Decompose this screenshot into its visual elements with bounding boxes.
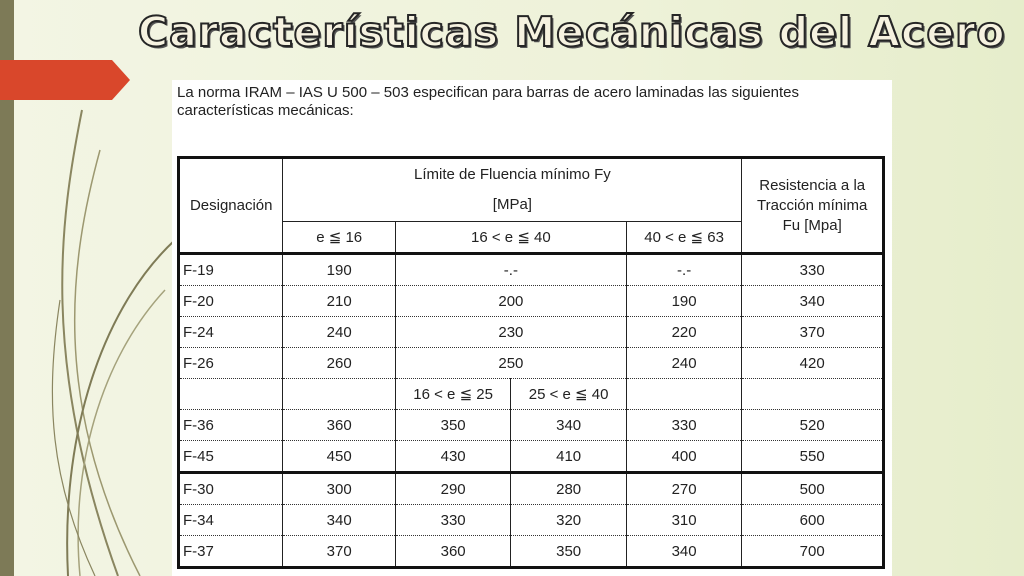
- value-cell: 500: [742, 473, 884, 505]
- slide-title: Características Mecánicas del Acero: [138, 8, 1006, 56]
- subheader-e16: e ≦ 16: [283, 222, 395, 254]
- subheader-16-40: 16 < e ≦ 40: [395, 222, 626, 254]
- value-cell: 330: [395, 505, 510, 536]
- table-row: [179, 536, 884, 568]
- subheader-16-25: 16 < e ≦ 25: [395, 379, 510, 410]
- empty-cell: [742, 379, 884, 410]
- value-cell: 260: [283, 348, 395, 379]
- empty-cell: [626, 379, 741, 410]
- intro-paragraph: La norma IRAM – IAS U 500 – 503 especifican para barras de acero laminadas las siguientes características mecánicas:: [177, 84, 800, 119]
- arrow-shape-icon: [0, 60, 130, 100]
- empty-cell: [179, 379, 283, 410]
- value-cell: 320: [511, 505, 626, 536]
- value-cell: 340: [283, 505, 395, 536]
- value-cell: -.-: [626, 254, 741, 286]
- value-cell: 350: [395, 410, 510, 441]
- table-row: [179, 286, 884, 317]
- designation-cell: F-30: [179, 473, 283, 505]
- table-row: [179, 317, 884, 348]
- header-fluencia-unit: [MPa]: [492, 196, 532, 213]
- table-row: [179, 441, 884, 473]
- header-fluencia-title: Límite de Fluencia mínimo Fy: [414, 166, 611, 183]
- value-cell: 280: [511, 473, 626, 505]
- subheader-25-40: 25 < e ≦ 40: [511, 379, 626, 410]
- designation-cell: F-24: [179, 317, 283, 348]
- value-cell: 520: [742, 410, 884, 441]
- value-cell: 220: [626, 317, 741, 348]
- designation-cell: F-20: [179, 286, 283, 317]
- value-cell: 370: [283, 536, 395, 568]
- value-cell: 360: [283, 410, 395, 441]
- value-cell: 600: [742, 505, 884, 536]
- value-cell: 340: [511, 410, 626, 441]
- designation-cell: F-26: [179, 348, 283, 379]
- value-cell: 360: [395, 536, 510, 568]
- value-cell: 310: [626, 505, 741, 536]
- table-row: [179, 254, 884, 286]
- value-cell: 340: [626, 536, 741, 568]
- value-cell: 410: [511, 441, 626, 473]
- steel-properties-table: [177, 156, 885, 569]
- empty-cell: [283, 379, 395, 410]
- value-cell: 240: [626, 348, 741, 379]
- subheader-40-63: 40 < e ≦ 63: [626, 222, 741, 254]
- table-row: [179, 348, 884, 379]
- designation-cell: F-37: [179, 536, 283, 568]
- header-resistencia: Resistencia a la Tracción mínima Fu [Mpa]: [742, 158, 884, 254]
- header-designation: Designación: [179, 158, 283, 254]
- designation-cell: F-36: [179, 410, 283, 441]
- document-panel: [172, 80, 892, 576]
- value-cell: 340: [742, 286, 884, 317]
- value-cell: 230: [395, 317, 626, 348]
- value-cell: 700: [742, 536, 884, 568]
- value-cell: 290: [395, 473, 510, 505]
- value-cell: 400: [626, 441, 741, 473]
- value-cell: 190: [626, 286, 741, 317]
- value-cell: 330: [626, 410, 741, 441]
- value-cell: 210: [283, 286, 395, 317]
- value-cell: 370: [742, 317, 884, 348]
- table-row: [179, 410, 884, 441]
- value-cell: 200: [395, 286, 626, 317]
- subheader-row: [179, 379, 884, 410]
- value-cell: 250: [395, 348, 626, 379]
- table-row: [179, 505, 884, 536]
- value-cell: -.-: [395, 254, 626, 286]
- value-cell: 350: [511, 536, 626, 568]
- designation-cell: F-45: [179, 441, 283, 473]
- designation-cell: F-19: [179, 254, 283, 286]
- value-cell: 190: [283, 254, 395, 286]
- designation-cell: F-34: [179, 505, 283, 536]
- value-cell: 330: [742, 254, 884, 286]
- table-row: [179, 473, 884, 505]
- value-cell: 240: [283, 317, 395, 348]
- header-fluencia: [283, 158, 742, 222]
- value-cell: 550: [742, 441, 884, 473]
- value-cell: 430: [395, 441, 510, 473]
- value-cell: 420: [742, 348, 884, 379]
- value-cell: 300: [283, 473, 395, 505]
- value-cell: 450: [283, 441, 395, 473]
- value-cell: 270: [626, 473, 741, 505]
